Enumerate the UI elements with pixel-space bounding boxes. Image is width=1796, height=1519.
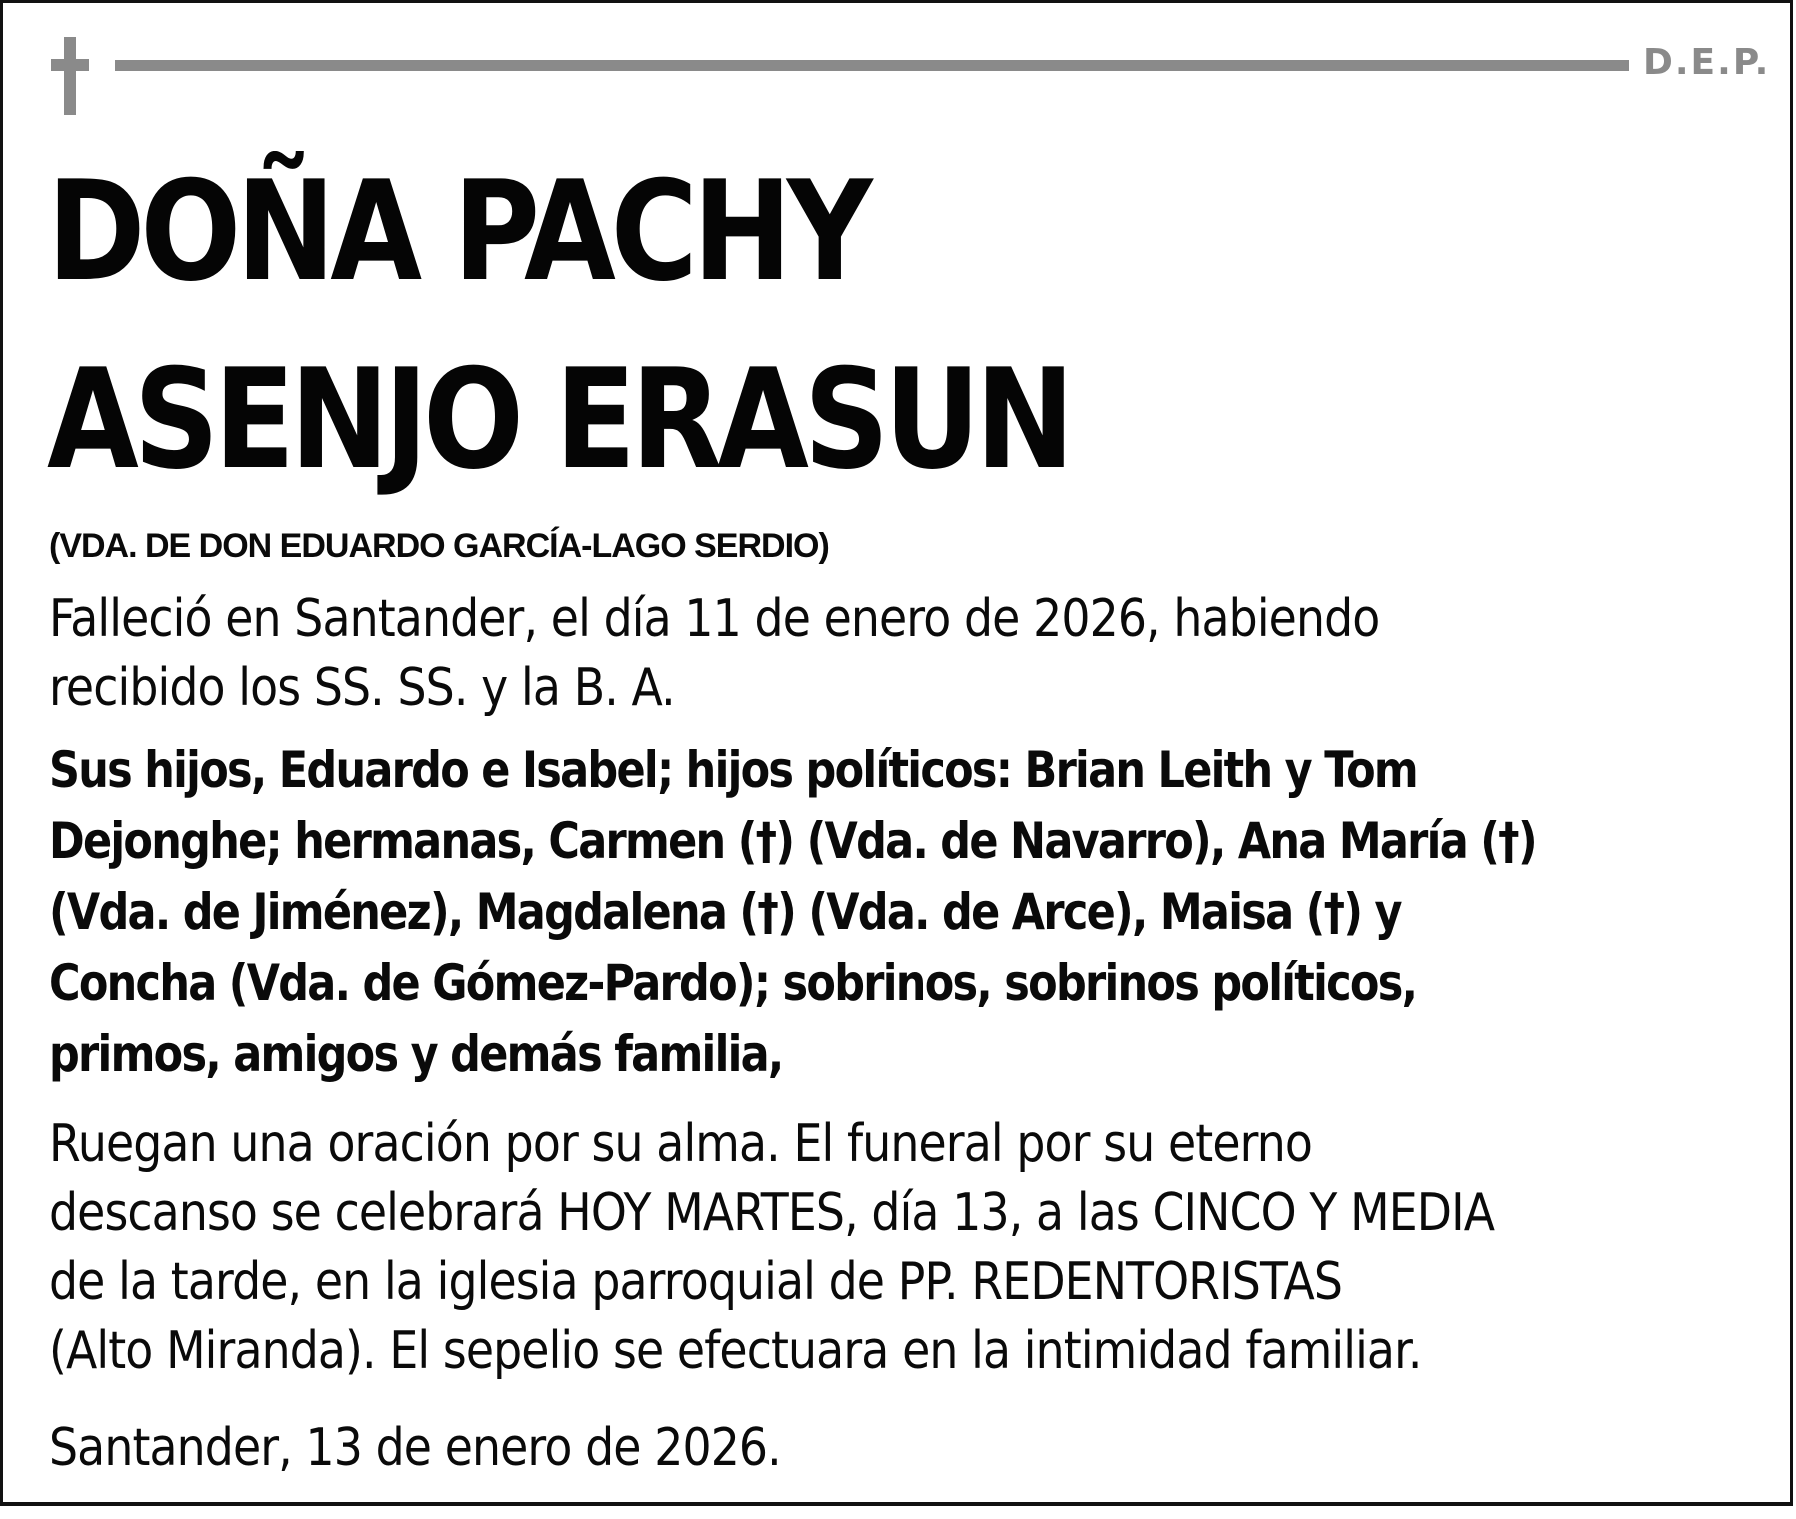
family-line: Sus hijos, Eduardo e Isabel; hijos políticos: Brian Leith y Tom xyxy=(49,741,1418,799)
funeral-line: de la tarde, en la iglesia parroquial de PP. REDENTORISTAS xyxy=(49,1252,1343,1312)
family-line: Concha (Vda. de Gómez-Pardo); sobrinos, sobrinos políticos, xyxy=(49,954,1417,1012)
funeral-line: descanso se celebrará HOY MARTES, día 13, a las CINCO Y MEDIA xyxy=(49,1183,1495,1243)
funeral-paragraph xyxy=(49,1110,1563,1386)
death-notice-line: recibido los SS. SS. y la B. A. xyxy=(49,658,675,718)
family-line: (Vda. de Jiménez), Magdalena (†) (Vda. de Arce), Maisa (†) y xyxy=(49,883,1401,941)
funeral-line: (Alto Miranda). El sepelio se efectuara en la intimidad familiar. xyxy=(49,1321,1422,1381)
death-notice-paragraph xyxy=(49,585,1563,723)
header-rule xyxy=(115,60,1629,71)
family-line: Dejonghe; hermanas, Carmen (†) (Vda. de Navarro), Ana María (†) xyxy=(49,812,1536,870)
death-notice-line: Falleció en Santander, el día 11 de enero de 2026, habiendo xyxy=(49,589,1380,649)
header-bar xyxy=(49,37,1771,117)
deceased-name-line-1: DOÑA PACHY xyxy=(47,151,868,312)
family-line: primos, amigos y demás familia, xyxy=(49,1025,783,1083)
deceased-name-line-2: ASENJO ERASUN xyxy=(47,339,1070,500)
widow-of-line: (VDA. DE DON EDUARDO GARCÍA-LAGO SERDIO) xyxy=(49,527,829,565)
funeral-line: Ruegan una oración por su alma. El funeral por su eterno xyxy=(49,1114,1312,1174)
closing-place-date: Santander, 13 de enero de 2026. xyxy=(49,1418,781,1478)
dep-label: D.E.P. xyxy=(1643,42,1771,83)
family-paragraph xyxy=(49,735,1536,1090)
latin-cross-icon xyxy=(51,37,89,115)
